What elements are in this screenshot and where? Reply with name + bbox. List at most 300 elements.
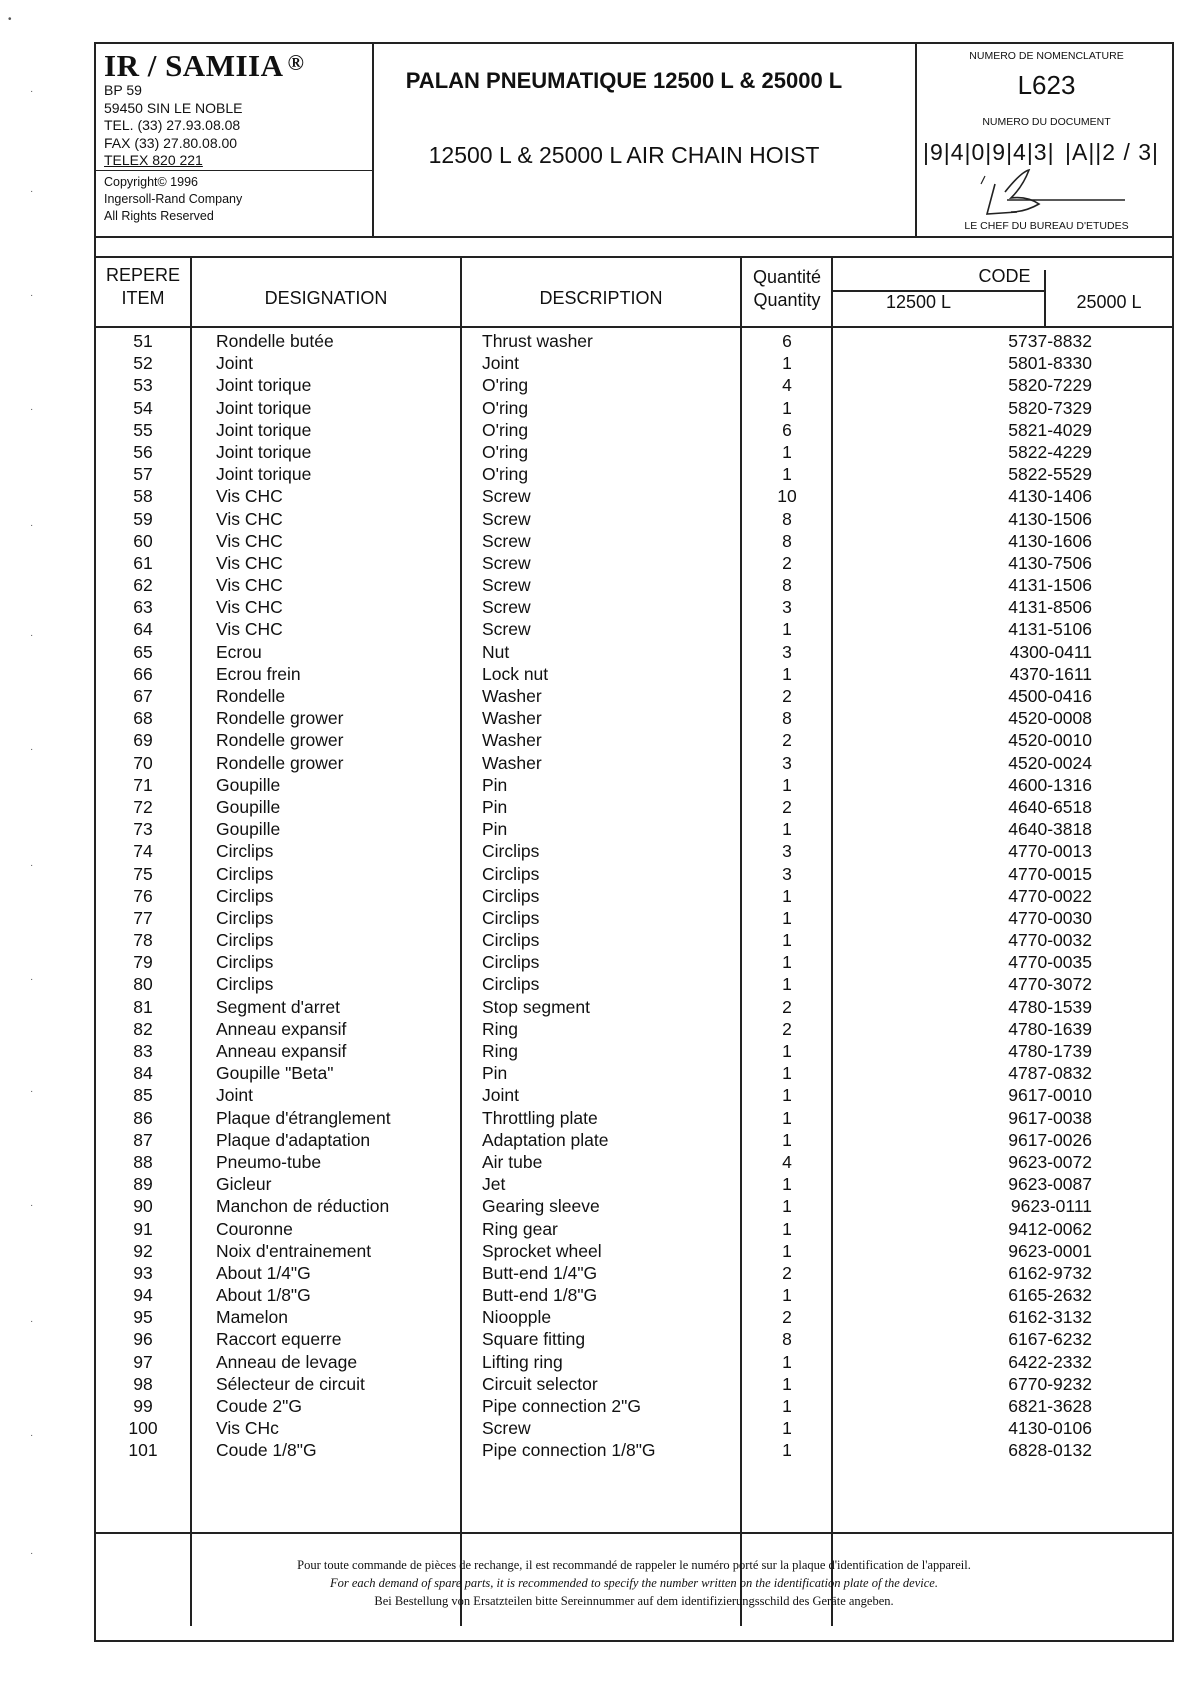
table-row [96,352,1172,374]
table-row [96,1084,1172,1106]
code-cell: 4520-0010 [1008,730,1092,751]
table-row [96,774,1172,796]
designation-cell: Circlips [216,863,274,884]
item-cell: 66 [133,663,153,684]
quantity-cell: 2 [782,796,792,817]
code-cell: 6821-3628 [1008,1396,1092,1416]
item-cell: 54 [133,397,153,418]
quantity-cell: 3 [782,841,792,862]
copyright-block [104,174,242,225]
quantity-cell: 2 [782,686,792,706]
table-row [96,973,1172,995]
code-cell: 5822-5529 [1008,464,1092,485]
designation-cell: Vis CHC [216,575,283,596]
signature-icon [977,162,1127,220]
footer-english: For each demand of spare parts, it is recommended to specify the number written on the identification plate of the device. [330,1576,938,1590]
code-cell: 4780-1639 [1008,1018,1092,1039]
item-cell: 89 [133,1174,153,1195]
designation-cell: Plaque d'adaptation [216,1129,371,1150]
description-cell: Sprocket wheel [482,1240,602,1261]
quantity-cell: 1 [782,663,792,684]
code-cell: 5820-7329 [1008,397,1092,418]
designation-cell: Coude 1/8"G [216,1440,317,1461]
footer-french: Pour toute commande de pièces de rechange, il est recommandé de rappeler le numéro porté sur la plaque d'identification de l'appareil. [297,1558,971,1572]
item-header [96,264,190,310]
description-cell: Circlips [482,952,540,973]
code-cell: 9623-0111 [1010,1196,1092,1217]
code-cell: 6165-2632 [1008,1285,1092,1306]
table-row [96,1195,1172,1217]
code-cell: 6162-3132 [1008,1307,1092,1328]
margin-mark: · [30,520,34,531]
item-cell: 95 [133,1307,153,1328]
quantity-cell: 1 [782,1373,792,1394]
quantity-cell: 8 [782,508,792,529]
description-cell: Circlips [482,885,540,906]
margin-mark: · [30,1548,34,1559]
table-row [96,1439,1172,1461]
table-row [96,618,1172,640]
description-cell: Ring [482,1041,518,1061]
margin-mark: · [30,1316,34,1327]
table-row [96,1284,1172,1306]
description-cell: Circlips [482,930,540,951]
table-row [96,796,1172,818]
item-cell: 76 [133,885,153,906]
code-cell: 5822-4229 [1008,441,1092,462]
quantity-cell: 1 [782,885,792,906]
description-cell: Adaptation plate [482,1129,609,1150]
description-cell: Circlips [482,863,540,884]
designation-cell: Plaque d'étranglement [216,1107,391,1128]
item-cell: 58 [133,486,153,507]
description-cell: Screw [482,597,531,618]
designation-cell: Circlips [216,974,274,995]
item-cell: 97 [133,1351,153,1372]
quantity-cell: 8 [782,575,792,596]
margin-mark: · [30,744,34,755]
code-cell: 4300-0411 [1009,641,1092,662]
table-row [96,840,1172,862]
table-row [96,951,1172,973]
quantity-cell: 1 [782,1440,792,1461]
telex-line: TELEX 820 221 [104,152,203,168]
quantity-cell: 1 [782,952,792,973]
quantity-cell: 1 [782,1218,792,1239]
item-cell: 69 [133,730,153,751]
table-row [96,1107,1172,1129]
table-row [96,752,1172,774]
description-cell: Screw [482,575,531,596]
code-cell: 4770-0013 [1008,841,1092,862]
quantity-cell: 1 [782,397,792,418]
quantity-cell: 2 [782,1018,792,1039]
description-cell: Stop segment [482,996,590,1017]
quantity-cell: 1 [782,353,792,374]
nomenclature-value: L623 [1017,70,1076,100]
margin-mark: · [30,86,34,97]
registered-mark: ® [287,50,305,75]
footer-note [96,1532,1172,1644]
title-english: 12500 L & 25000 L AIR CHAIN HOIST [428,142,820,168]
description-cell: Nut [482,641,510,662]
designation-cell: Ecrou [216,641,262,662]
table-row [96,530,1172,552]
code-cell: 4130-1606 [1008,530,1092,551]
description-cell: Circlips [482,841,540,862]
description-cell: O'ring [482,464,529,485]
quantity-cell: 1 [782,774,792,795]
code-cell: 9623-0087 [1008,1174,1092,1195]
quantity-header-fr: Quantité [752,267,822,287]
code-cell: 4130-0106 [1008,1418,1092,1439]
parts-table-body [96,330,1172,1462]
designation-cell: Circlips [216,930,274,951]
designation-cell: Vis CHC [216,619,283,640]
quantity-cell: 6 [782,419,792,440]
designation-header: DESIGNATION [264,288,388,308]
description-cell: Jet [482,1174,506,1195]
designation-cell: Rondelle grower [216,708,344,729]
table-row [96,729,1172,751]
designation-cell: Vis CHC [216,508,283,529]
code-cell: 4787-0832 [1008,1063,1092,1084]
designation-cell: Couronne [216,1218,293,1239]
item-cell: 77 [133,907,153,928]
item-cell: 60 [133,530,153,551]
item-cell: 51 [133,331,153,351]
code-cell: 4640-6518 [1008,796,1092,817]
margin-mark: · [30,974,34,985]
designation-cell: Goupille "Beta" [216,1063,334,1084]
quantity-cell: 1 [782,930,792,951]
copyright-line: Ingersoll-Rand Company [104,192,243,206]
code-cell: 4130-7506 [1008,552,1092,573]
designation-cell: Joint torique [216,375,312,396]
table-row [96,1417,1172,1439]
designation-cell: Goupille [216,819,281,840]
designation-cell: Noix d'entrainement [216,1240,372,1261]
designation-cell: Rondelle [216,686,286,706]
code-cell: 9617-0038 [1008,1107,1092,1128]
margin-mark: · [30,630,34,641]
designation-cell: Anneau de levage [216,1351,358,1372]
code-cell: 5801-8330 [1008,353,1092,374]
item-cell: 101 [128,1440,158,1461]
code-header-divider [833,290,1044,292]
item-cell: 84 [133,1063,153,1084]
quantity-cell: 1 [782,619,792,640]
description-cell: O'ring [482,375,529,396]
designation-cell: Anneau expansif [216,1041,347,1061]
quantity-cell: 2 [782,996,792,1017]
designation-cell: Goupille [216,796,281,817]
description-cell: Pin [482,819,508,840]
description-cell: Washer [482,708,542,729]
code-cell: 6162-9732 [1008,1262,1092,1283]
table-row [96,907,1172,929]
item-cell: 98 [133,1373,153,1394]
description-cell: Lock nut [482,663,549,684]
code-25000-header: 25000 L [1076,292,1142,312]
item-cell: 86 [133,1107,153,1128]
document-number-value: |9|4|0|9|4|3| [923,139,1055,165]
margin-mark: · [30,1200,34,1211]
table-row [96,707,1172,729]
designation-cell: Coude 2"G [216,1396,302,1416]
designation-cell: Joint [216,353,253,374]
designation-cell: Mamelon [216,1307,288,1328]
designation-cell: About 1/8"G [216,1285,311,1306]
designation-cell: Joint torique [216,397,312,418]
document-frame [94,42,1174,1642]
item-cell: 59 [133,508,153,529]
company-address [104,82,243,170]
quantity-cell: 1 [782,1063,792,1084]
quantity-cell: 1 [782,1396,792,1416]
code-cell: 9623-0001 [1008,1240,1092,1261]
description-cell: Joint [482,1085,519,1106]
margin-mark: · [30,404,34,415]
designation-cell: Raccort equerre [216,1329,342,1350]
designation-cell: Joint torique [216,441,312,462]
margin-mark: • [8,14,12,25]
quantity-cell: 8 [782,708,792,729]
quantity-cell: 2 [782,1262,792,1283]
document-number-label: NUMERO DU DOCUMENT [982,116,1111,128]
code-cell: 5820-7229 [1008,375,1092,396]
item-cell: 81 [133,996,153,1017]
description-cell: Screw [482,508,531,529]
description-cell: Pipe connection 2"G [482,1396,641,1416]
designation-cell: Circlips [216,841,274,862]
quantity-cell: 1 [782,1285,792,1306]
description-cell: Ring gear [482,1218,558,1239]
table-row [96,463,1172,485]
table-row [96,330,1172,352]
item-cell: 91 [133,1218,153,1239]
brand-logo [104,48,304,84]
table-row [96,374,1172,396]
quantity-cell: 8 [782,530,792,551]
item-cell: 99 [133,1396,153,1416]
item-cell: 52 [133,353,153,374]
table-row [96,1351,1172,1373]
quantity-cell: 1 [782,1351,792,1372]
item-cell: 93 [133,1262,153,1283]
table-row [96,1040,1172,1062]
designation-cell: Circlips [216,907,274,928]
divider [96,170,372,171]
brand-name: IR / SAMIIA [104,48,284,83]
description-cell: Washer [482,730,542,751]
code-cell: 9617-0010 [1008,1085,1092,1106]
description-cell: O'ring [482,397,529,418]
description-cell: Square fitting [482,1329,586,1350]
designation-cell: Joint torique [216,464,312,485]
quantity-cell: 6 [782,331,792,351]
table-row [96,1151,1172,1173]
designation-cell: Circlips [216,885,274,906]
item-cell: 61 [133,552,153,573]
table-row [96,1218,1172,1240]
quantity-header-en: Quantity [753,290,821,310]
item-cell: 67 [133,686,153,706]
code-cell: 9617-0026 [1008,1129,1092,1150]
code-subcolumn-divider [1044,270,1046,326]
table-row [96,1262,1172,1284]
designation-cell: Vis CHC [216,597,283,618]
description-cell: Pin [482,1063,508,1084]
description-cell: Pin [482,774,508,795]
code-cell: 4780-1539 [1008,996,1092,1017]
margin-mark: · [30,290,34,301]
designation-cell: Vis CHc [216,1418,279,1439]
description-cell: Circlips [482,974,540,995]
code-cell: 6828-0132 [1008,1440,1092,1461]
quantity-cell: 3 [782,597,792,618]
quantity-cell: 2 [782,1307,792,1328]
quantity-cell: 1 [782,819,792,840]
header-spacer [96,236,1172,258]
description-cell: Butt-end 1/4"G [482,1262,598,1283]
code-cell: 4770-0032 [1008,930,1092,951]
description-cell: Butt-end 1/8"G [482,1285,598,1306]
item-cell: 73 [133,819,153,840]
table-row [96,685,1172,707]
table-row [96,818,1172,840]
quantity-cell: 1 [782,464,792,485]
designation-cell: Pneumo-tube [216,1151,322,1172]
item-cell: 68 [133,708,153,729]
nomenclature-label: NUMERO DE NOMENCLATURE [969,50,1124,62]
quantity-cell: 3 [782,863,792,884]
code-cell: 4770-3072 [1008,974,1092,995]
quantity-cell: 10 [777,486,797,507]
code-cell: 6422-2332 [1008,1351,1092,1372]
item-cell: 94 [133,1285,153,1306]
quantity-header [742,266,832,312]
designation-cell: Rondelle grower [216,730,344,751]
table-row [96,885,1172,907]
code-cell: 4640-3818 [1008,819,1092,840]
item-cell: 82 [133,1018,153,1039]
table-row [96,596,1172,618]
description-cell: Lifting ring [482,1351,563,1372]
code-cell: 4770-0030 [1008,907,1092,928]
table-row [96,574,1172,596]
quantity-cell: 1 [782,1085,792,1106]
table-row [96,419,1172,441]
description-cell: Joint [482,353,519,374]
title-french: PALAN PNEUMATIQUE 12500 L & 25000 L [405,68,843,93]
table-row [96,552,1172,574]
code-cell: 4500-0416 [1008,686,1092,706]
designation-cell: Segment d'arret [216,996,340,1017]
header [96,44,1172,238]
item-cell: 96 [133,1329,153,1350]
designation-cell: Manchon de réduction [216,1196,390,1217]
description-cell: O'ring [482,441,529,462]
table-row [96,663,1172,685]
item-cell: 70 [133,752,153,773]
item-cell: 64 [133,619,153,640]
table-row [96,929,1172,951]
item-cell: 65 [133,641,153,662]
table-row [96,1062,1172,1084]
item-cell: 62 [133,575,153,596]
quantity-cell: 4 [782,375,792,396]
description-cell: Nioopple [482,1307,552,1328]
code-cell: 5737-8832 [1008,331,1092,351]
quantity-cell: 2 [782,730,792,751]
designation-cell: Ecrou frein [216,663,301,684]
designation-cell: Rondelle grower [216,752,344,773]
item-cell: 55 [133,419,153,440]
table-row [96,996,1172,1018]
margin-mark: · [30,1086,34,1097]
code-cell: 4131-8506 [1008,597,1092,618]
designation-cell: Vis CHC [216,530,283,551]
item-cell: 53 [133,375,153,396]
item-cell: 85 [133,1085,153,1106]
designation-cell: Rondelle butée [216,331,334,351]
code-header: CODE [978,266,1031,286]
code-cell: 4770-0022 [1008,885,1092,906]
item-cell: 87 [133,1129,153,1150]
margin-mark: · [30,186,34,197]
code-cell: 4520-0008 [1008,708,1092,729]
description-cell: Screw [482,1418,531,1439]
item-header-fr: REPERE [105,265,181,285]
copyright-line: Copyright© 1996 [104,175,198,189]
quantity-cell: 1 [782,907,792,928]
copyright-line: All Rights Reserved [104,209,214,223]
code-cell: 4131-5106 [1008,619,1092,640]
table-row [96,485,1172,507]
quantity-cell: 1 [782,441,792,462]
item-cell: 88 [133,1151,153,1172]
quantity-cell: 1 [782,1240,792,1261]
quantity-cell: 1 [782,1041,792,1061]
quantity-cell: 4 [782,1151,792,1172]
title-block [374,44,874,236]
table-row [96,641,1172,663]
item-cell: 63 [133,597,153,618]
designation-cell: Goupille [216,774,281,795]
code-cell: 4131-1506 [1008,575,1092,596]
quantity-cell: 2 [782,552,792,573]
code-cell: 4520-0024 [1008,752,1092,773]
designation-cell: Anneau expansif [216,1018,347,1039]
company-block [96,44,374,236]
description-cell: Gearing sleeve [482,1196,600,1217]
table-row [96,1328,1172,1350]
item-cell: 71 [133,774,153,795]
quantity-cell: 1 [782,974,792,995]
document-revision: |A||2 / 3| [1065,139,1159,165]
address-line: BP 59 [104,82,142,98]
table-row [96,441,1172,463]
description-cell: Thrust washer [482,331,593,351]
column-header [96,258,1172,328]
item-cell: 75 [133,863,153,884]
item-cell: 90 [133,1196,153,1217]
description-cell: Pipe connection 1/8"G [482,1440,656,1461]
designation-cell: Vis CHC [216,552,283,573]
description-cell: Circuit selector [482,1373,598,1394]
item-cell: 92 [133,1240,153,1261]
